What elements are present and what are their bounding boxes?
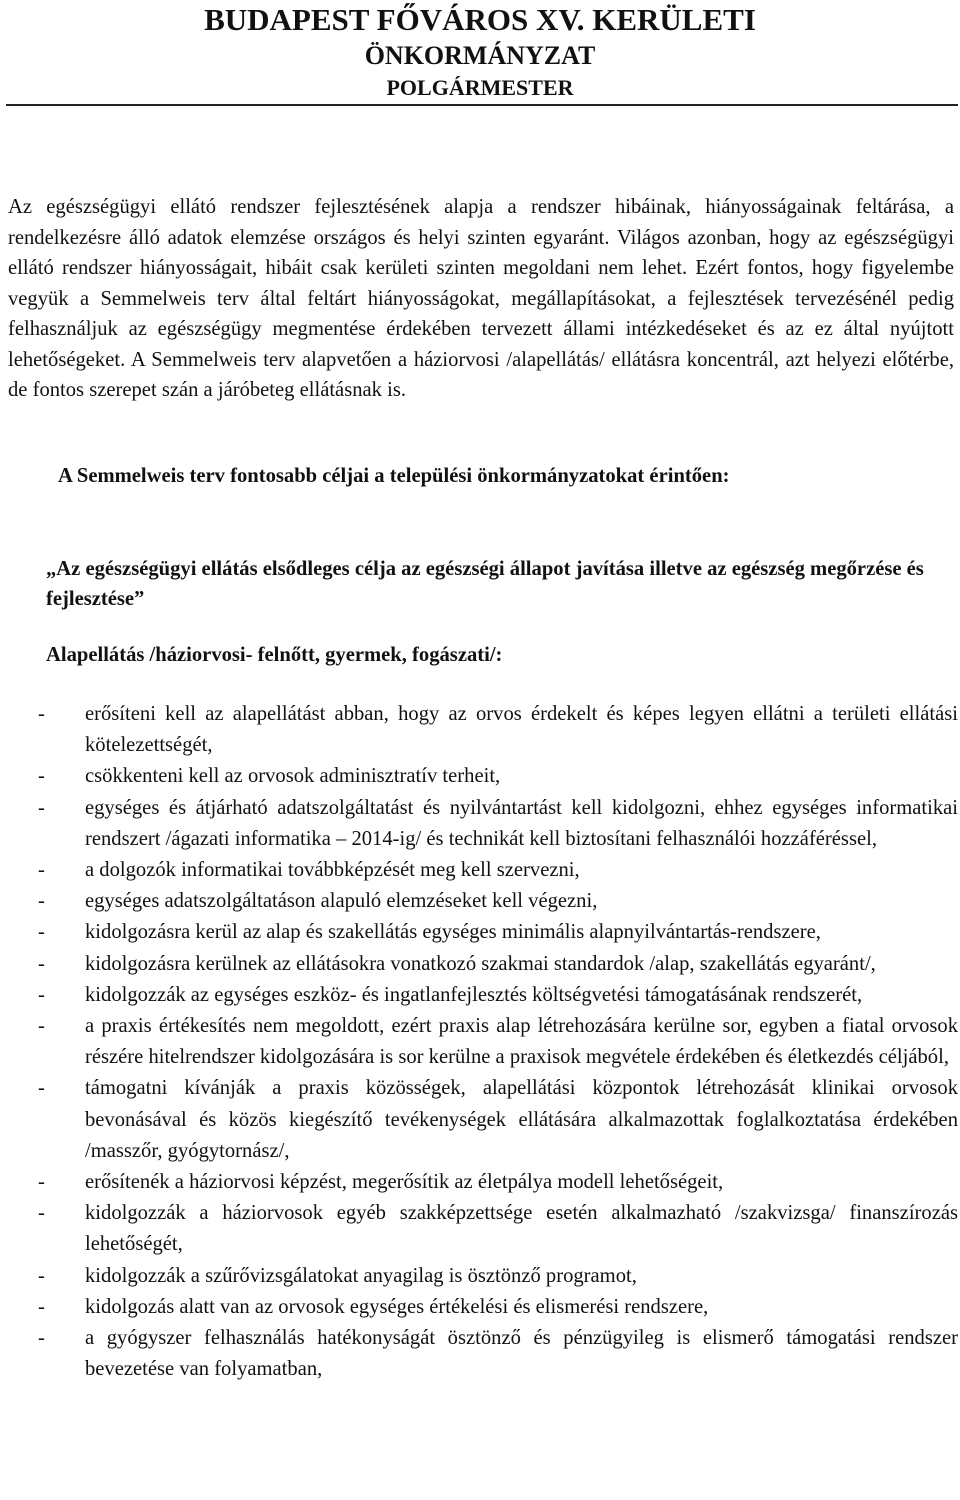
list-item: [30, 1073, 958, 1167]
list-item: [30, 917, 958, 948]
list-item: [30, 949, 958, 980]
list-dash: -: [38, 1295, 45, 1318]
list-dash: -: [38, 1264, 45, 1287]
list-dash: -: [38, 1327, 45, 1350]
goals-list: [30, 699, 958, 1385]
list-item-text: a dolgozók informatikai továbbképzését meg kell szervezni,: [85, 859, 580, 882]
list-item: [30, 1011, 958, 1073]
list-item-text: egységes adatszolgáltatáson alapuló elemzéseket kell végezni,: [85, 890, 598, 913]
list-item-text: kidolgozzák az egységes eszköz- és ingatlanfejlesztés költségvetési támogatásának rendszerét,: [85, 983, 863, 1006]
list-dash: -: [38, 890, 45, 913]
letterhead-authority: ÖNKORMÁNYZAT: [364, 41, 596, 70]
list-item: [30, 1167, 958, 1198]
letterhead-district: BUDAPEST FŐVÁROS XV. KERÜLETI: [204, 2, 756, 37]
list-item-text: kidolgozásra kerül az alap és szakellátás egységes minimális alapnyilvántartás-rendszere,: [85, 921, 821, 944]
header-divider: [6, 104, 958, 106]
list-dash: -: [38, 1202, 45, 1225]
list-dash: -: [38, 921, 45, 944]
list-item: [30, 761, 958, 792]
list-item: [30, 1292, 958, 1323]
letterhead-office: POLGÁRMESTER: [386, 75, 574, 100]
list-item: [30, 980, 958, 1011]
list-item-text: a praxis értékesítés nem megoldott, ezért praxis alap létrehozására kerülne sor, egyben a fiatal orvosok részére hitelrendszer kidolgozására is sor kerülne a praxisok megvétele érdekében és életkezdés céljából,: [85, 1015, 958, 1069]
intro-paragraph: Az egészségügyi ellátó rendszer fejlesztésének alapja a rendszer hibáinak, hiányosságainak feltárása, a rendelkezésre álló adatok elemzése országos és helyi szinten egyaránt. Világos azonban, hogy az egészségügyi ellátó rendszer hiányosságait, hibáit csak kerületi szinten megoldani nem lehet. Ezért fontos, hogy figyelembe vegyük a Semmelweis terv által feltárt hiányosságokat, megállapításokat, a fejlesztések tervezésénél pedig felhasználjuk az egészségügy megmentése érdekében tervezett állami intézkedéseket és az ez által nyújtott lehetőségeket. A Semmelweis terv alapvetően a háziorvosi /alapellátás/ ellátásra koncentrál, azt helyezi előtérbe, de fontos szerepet szán a járóbeteg ellátásnak is.: [8, 196, 954, 401]
list-dash: -: [38, 1077, 45, 1100]
list-item: [30, 1261, 958, 1292]
letterhead: [0, 0, 960, 103]
list-item-text: erősítenék a háziorvosi képzést, megerősítik az életpálya modell lehetőségeit,: [85, 1171, 724, 1194]
list-dash: -: [38, 859, 45, 882]
list-dash: -: [38, 703, 45, 725]
list-item-text: kidolgozzák a szűrővizsgálatokat anyagilag is ösztönző programot,: [85, 1264, 637, 1287]
goals-heading: A Semmelweis terv fontosabb céljai a települési önkormányzatokat érintően:: [58, 465, 730, 487]
list-item: [30, 1198, 958, 1260]
list-item-text: erősíteni kell az alapellátást abban, hogy az orvos érdekelt és képes legyen ellátni a területi ellátási kötelezettségét,: [85, 703, 958, 757]
list-item-text: kidolgozzák a háziorvosok egyéb szakképzettsége esetén alkalmazható /szakvizsga/ finanszírozás lehetőségét,: [85, 1202, 958, 1256]
list-dash: -: [38, 1171, 45, 1194]
list-item: [30, 793, 958, 855]
list-item: [30, 1323, 958, 1385]
list-item-text: kidolgozásra kerülnek az ellátásokra vonatkozó szakmai standardok /alap, szakellátás egyaránt/,: [85, 952, 876, 975]
section-subheading: Alapellátás /háziorvosi- felnőtt, gyermek, fogászati/:: [46, 644, 503, 666]
list-dash: -: [38, 952, 45, 975]
list-item: [30, 699, 958, 761]
quote-heading: „Az egészségügyi ellátás elsődleges célja az egészségi állapot javítása illetve az egészség megőrzése és fejlesztése”: [46, 558, 924, 610]
list-item-text: egységes és átjárható adatszolgáltatást és nyilvántartást kell kidolgozni, ehhez egységes informatikai rendszert /ágazati informatika – 2014-ig/ és technikát kell biztosítani felhasználói hozzáféréssel,: [85, 796, 958, 850]
list-dash: -: [38, 796, 45, 819]
list-dash: -: [38, 765, 45, 788]
list-dash: -: [38, 983, 45, 1006]
list-item: [30, 855, 958, 886]
list-dash: -: [38, 1015, 45, 1038]
list-item-text: a gyógyszer felhasználás hatékonyságát ösztönző és pénzügyileg is elismerő támogatási rendszer bevezetése van folyamatban,: [85, 1327, 958, 1381]
list-item-text: támogatni kívánják a praxis közösségek, alapellátási központok létrehozását klinikai orvosok bevonásával és közös kiegészítő tevékenységek ellátására alkalmazottak foglalkoztatása érdekében /masszőr, gyógytornász/,: [85, 1077, 958, 1162]
list-item-text: kidolgozás alatt van az orvosok egységes értékelési és elismerési rendszere,: [85, 1295, 709, 1318]
list-item: [30, 886, 958, 917]
list-item-text: csökkenteni kell az orvosok adminisztratív terheit,: [85, 765, 501, 788]
